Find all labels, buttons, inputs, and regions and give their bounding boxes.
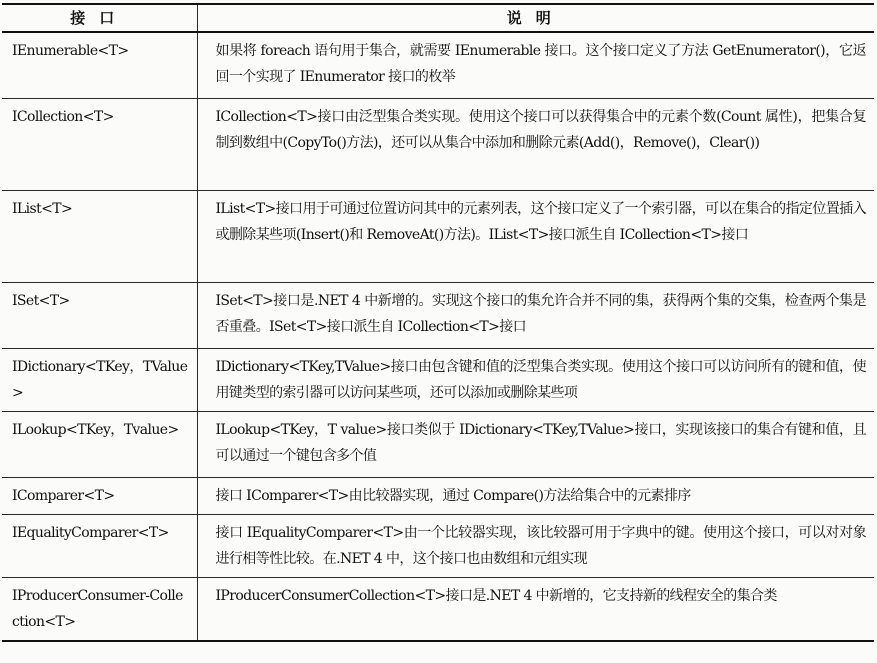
table-row [2,577,874,641]
interface-name: IProducerConsumer-Collection<T> [2,577,197,641]
interface-name: IList<T> [2,190,197,282]
table-row [2,32,874,98]
interface-description: ILookup<TKey，T value>接口类似于 IDictionary<TKey,TValue>接口，实现该接口的集合有键和值，且可以通过一个键包含多个值 [197,411,874,477]
table-row [2,282,874,348]
interface-name: ILookup<TKey，Tvalue> [2,411,197,477]
interface-description: 如果将 foreach 语句用于集合，就需要 IEnumerable 接口。这个接口定义了方法 GetEnumerator()，它返回一个实现了 IEnumerator 接口的枚举 [197,32,874,98]
table-row [2,190,874,282]
interface-description: ICollection<T>接口由泛型集合类实现。使用这个接口可以获得集合中的元素个数(Count 属性)，把集合复制到数组中(CopyTo()方法)，还可以从集合中添加和删除元素(Add()，Remove()，Clear()) [197,98,874,190]
table-header-row [2,4,874,32]
interface-description: IDictionary<TKey,TValue>接口由包含键和值的泛型集合类实现。使用这个接口可以访问所有的键和值，使用键类型的索引器可以访问某些项，还可以添加或删除某些项 [197,348,874,411]
table-row [2,477,874,514]
interface-table [2,3,874,642]
interface-description: 接口 IComparer<T>由比较器实现，通过 Compare()方法给集合中的元素排序 [197,477,874,514]
interface-description: ISet<T>接口是.NET 4 中新增的。实现这个接口的集允许合并不同的集，获得两个集的交集，检查两个集是否重叠。ISet<T>接口派生自 ICollection<T>接口 [197,282,874,348]
interface-description: 接口 IEqualityComparer<T>由一个比较器实现，该比较器可用于字典中的键。使用这个接口，可以对对象进行相等性比较。在.NET 4 中，这个接口也由数组和元组实现 [197,514,874,577]
table-row [2,514,874,577]
table-row [2,411,874,477]
table-row [2,348,874,411]
header-description: 说明 [197,4,874,32]
interface-name: IComparer<T> [2,477,197,514]
header-interface: 接口 [2,4,197,32]
table-row [2,98,874,190]
interface-description: IProducerConsumerCollection<T>接口是.NET 4 中新增的，它支持新的线程安全的集合类 [197,577,874,641]
interface-name: ICollection<T> [2,98,197,190]
interface-name: IEqualityComparer<T> [2,514,197,577]
interface-description: IList<T>接口用于可通过位置访问其中的元素列表，这个接口定义了一个索引器，可以在集合的指定位置插入或删除某些项(Insert()和 RemoveAt()方法)。IList<T>接口派生自 ICollection<T>接口 [197,190,874,282]
interface-name: ISet<T> [2,282,197,348]
interface-name: IDictionary<TKey，TValue> [2,348,197,411]
interface-name: IEnumerable<T> [2,32,197,98]
